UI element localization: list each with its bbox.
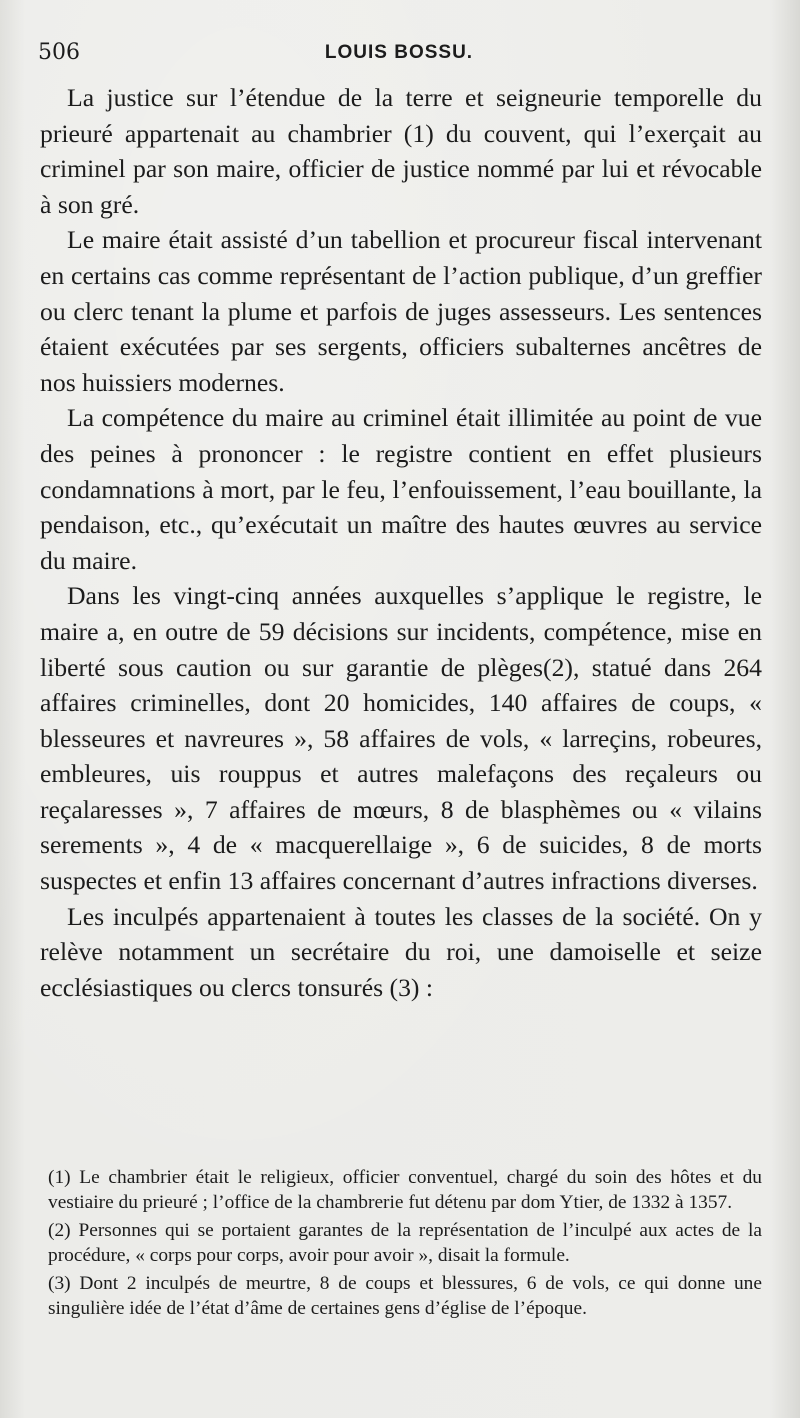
paragraph: Les inculpés appartenaient à toutes les classes de la société. On y relève notamment un secrétaire du roi, une damoiselle et seize ecclésiastiques ou clercs tonsurés (3) :	[40, 901, 762, 1002]
body-text	[40, 80, 762, 1005]
paragraph: La justice sur l’étendue de la terre et seigneurie temporelle du prieuré appartenait au chambrier (1) du couvent, qui l’exerçait au criminel par son maire, officier de justice nommé par lui et révocable à son gré.	[40, 83, 762, 219]
page-header	[38, 40, 760, 70]
paragraph: Le maire était assisté d’un tabellion et procureur fiscal intervenant en certains cas comme représentant de l’action publique, d’un greffier ou clerc tenant la plume et parfois de juges assesseurs. Les sentences étaient exécutées par ses sergents, officiers subalternes ancêtres de nos huissiers modernes.	[40, 225, 762, 397]
running-head: LOUIS BOSSU.	[324, 42, 474, 63]
paragraph: La compétence du maire au criminel était illimitée au point de vue des peines à prononcer : le registre contient en effet plusieurs condamnations à mort, par le feu, l’enfouissement, l’eau bouillante, la pendaison, etc., qu’exécutait un maître des hautes œuvres au service du maire.	[40, 403, 762, 575]
footnote: (3) Dont 2 inculpés de meurtre, 8 de coups et blessures, 6 de vols, ce qui donne une singulière idée de l’état d’âme de certaines gens d’église de l’époque.	[48, 1273, 762, 1319]
footnotes	[48, 1166, 762, 1325]
paragraph: Dans les vingt-cinq années auxquelles s’applique le registre, le maire a, en outre de 59 décisions sur incidents, compétence, mise en liberté sous caution ou sur garantie de plèges(2), statué dans 264 affaires criminelles, dont 20 homicides, 140 affaires de coups, « blesseures et navreures », 58 affaires de vols, « larreçins, robeures, embleures, uis rouppus et autres malefaçons des reçaleurs ou reçalaresses », 7 affaires de mœurs, 8 de blasphèmes ou « vilains serements », 4 de « macquerellaige », 6 de suicides, 8 de morts suspectes et enfin 13 affaires concernant d’autres infractions diverses.	[40, 581, 762, 896]
page-number: 506	[38, 40, 80, 65]
footnote: (1) Le chambrier était le religieux, officier conventuel, chargé du soin des hôtes et du vestiaire du prieuré ; l’office de la chambrerie fut détenu par dom Ytier, de 1332 à 1357.	[48, 1167, 762, 1213]
footnote: (2) Personnes qui se portaient garantes de la représentation de l’inculpé aux actes de la procédure, « corps pour corps, avoir pour avoir », disait la formule.	[48, 1220, 762, 1266]
